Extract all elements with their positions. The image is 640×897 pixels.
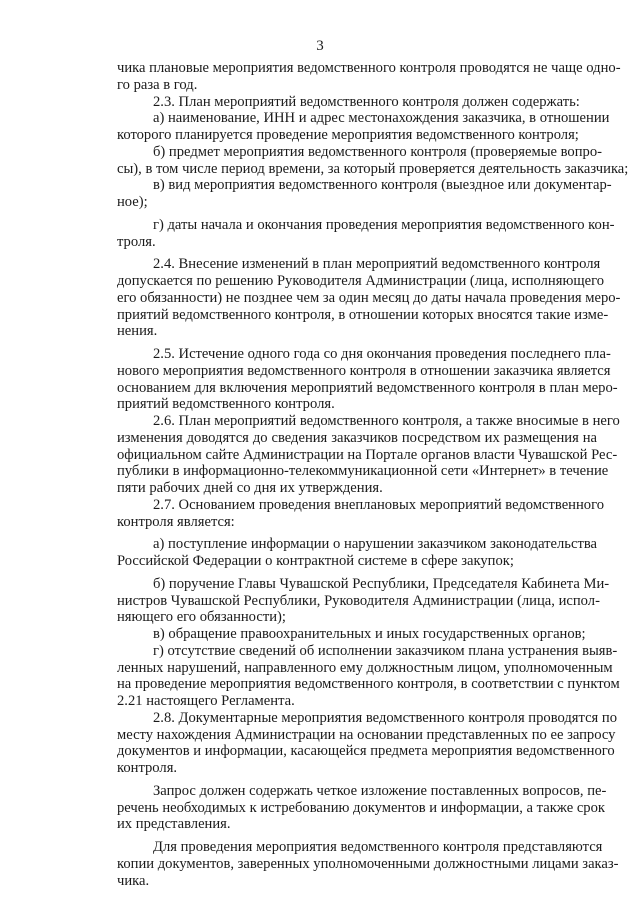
- text-line: 2.6. План мероприятий ведомственного контроля, а также вносимые в него: [153, 413, 620, 429]
- text-line: 2.7. Основанием проведения внеплановых мероприятий ведомственного: [153, 496, 605, 513]
- text-line: 2.8. Документарные мероприятия ведомственного контроля проводятся по: [153, 709, 618, 726]
- text-line: а) наименование, ИНН и адрес местонахождения заказчика, в отношении: [153, 110, 610, 127]
- text-line: месту нахождения Администрации на основании представленных по ее запросу: [117, 726, 616, 743]
- text-line: Запрос должен содержать четкое изложение поставленных вопросов, пе-: [153, 782, 607, 799]
- text-line: документов и информации, касающейся предмета мероприятия ведомственного: [117, 743, 615, 760]
- text-line: чика плановые мероприятия ведомственного контроля проводятся не чаще одно-: [117, 60, 621, 76]
- text-line: изменения доводятся до сведения заказчиков посредством их размещения на: [117, 429, 597, 446]
- text-line: официальном сайте Администрации на Портале органов власти Чувашской Рес-: [117, 446, 618, 463]
- text-line: основанием для включения мероприятий ведомственного контроля в план меро-: [117, 379, 618, 396]
- text-line: троля.: [117, 233, 156, 250]
- text-line: нения.: [117, 323, 158, 340]
- text-line: приятий ведомственного контроля, в отношении которых вносятся такие изме-: [117, 306, 609, 323]
- text-line: а) поступление информации о нарушении заказчиком законодательства: [153, 536, 597, 553]
- text-line: публики в информационно-телекоммуникационной сети «Интернет» в течение: [117, 463, 609, 480]
- text-line: контроля является:: [117, 513, 235, 530]
- text-line: сы), в том числе период времени, за который проверяется деятельность заказчика;: [117, 160, 629, 177]
- text-line: 2.4. Внесение изменений в план мероприятий ведомственного контроля: [153, 256, 601, 273]
- text-line: приятий ведомственного контроля.: [117, 396, 335, 413]
- text-line: пяти рабочих дней со дня их утверждения.: [117, 480, 383, 496]
- text-line: го раза в год.: [117, 76, 198, 93]
- text-line: ленных нарушений, направленного ему должностным лицом, уполномоченным: [117, 659, 613, 676]
- text-line: допускается по решению Руководителя Администрации (лица, исполняющего: [117, 273, 604, 289]
- text-line: Для проведения мероприятия ведомственного контроля представляются: [153, 839, 603, 855]
- text-line: чика.: [117, 872, 150, 889]
- page-number: 3: [316, 38, 324, 54]
- text-line: 2.3. План мероприятий ведомственного контроля должен содержать:: [153, 93, 580, 110]
- text-line: 2.5. Истечение одного года со дня окончания проведения последнего пла-: [153, 346, 611, 362]
- text-line: на проведение мероприятия ведомственного контроля, в соответствии с пунктом: [117, 676, 620, 693]
- text-line: контроля.: [117, 760, 178, 776]
- text-line: Российской Федерации о контрактной системе в сфере закупок;: [117, 553, 514, 569]
- text-line: которого планируется проведение мероприятия ведомственного контроля;: [117, 127, 579, 143]
- text-line: нового мероприятия ведомственного контроля в отношении заказчика является: [117, 362, 611, 379]
- text-line: нистров Чувашской Республики, Руководителя Администрации (лица, испол-: [117, 592, 600, 609]
- text-line: г) даты начала и окончания проведения мероприятия ведомственного кон-: [153, 216, 615, 233]
- text-line: их представления.: [117, 816, 231, 833]
- text-line: в) обращение правоохранительных и иных государственных органов;: [153, 626, 586, 642]
- text-line: няющего его обязанности);: [117, 609, 286, 626]
- text-line: в) вид мероприятия ведомственного контроля (выездное или документар-: [153, 177, 612, 194]
- text-line: г) отсутствие сведений об исполнении заказчиком плана устранения выяв-: [153, 642, 618, 659]
- text-line: б) поручение Главы Чувашской Республики, Председателя Кабинета Ми-: [153, 575, 610, 592]
- document-body: [117, 60, 629, 889]
- text-line: копии документов, заверенных уполномоченными должностными лицами заказ-: [117, 855, 619, 872]
- text-line: его обязанности) не позднее чем за один месяц до даты начала проведения меро-: [117, 289, 621, 306]
- text-line: б) предмет мероприятия ведомственного контроля (проверяемые вопро-: [153, 143, 602, 160]
- text-line: ное);: [117, 194, 148, 210]
- text-line: речень необходимых к истребованию документов и информации, а также срок: [117, 799, 605, 816]
- text-line: 2.21 настоящего Регламента.: [117, 693, 295, 709]
